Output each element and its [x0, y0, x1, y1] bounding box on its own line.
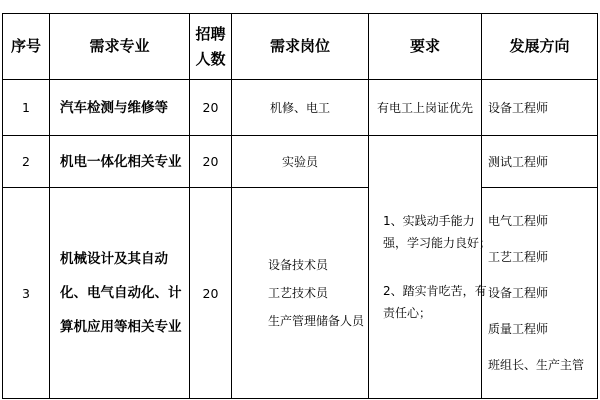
recruitment-table — [2, 13, 598, 399]
direction-item: 质量工程师 — [488, 322, 549, 336]
direction-item: 电气工程师 — [488, 214, 549, 228]
shared-requirement — [369, 136, 492, 399]
row-direction: 测试工程师 — [482, 136, 598, 188]
row-major: 汽车检测与维修等 — [50, 80, 190, 136]
requirement-line: 强，学习能力良好； — [383, 236, 492, 250]
row-major: 机电一体化相关专业 — [50, 136, 190, 188]
direction-item: 班组长、生产主管 — [488, 358, 585, 372]
table-row — [3, 80, 598, 136]
header-row — [3, 14, 598, 80]
position-item: 生产管理储备人员 — [268, 314, 365, 328]
requirement-line: 责任心； — [383, 306, 432, 320]
header-major: 需求专业 — [50, 14, 190, 80]
direction-item: 设备工程师 — [488, 286, 549, 300]
row-position: 实验员 — [232, 136, 369, 188]
major-line: 算机应用等相关专业 — [60, 319, 182, 335]
major-line: 化、电气自动化、计 — [60, 285, 182, 301]
requirement-line: 2、踏实肯吃苦，有 — [383, 284, 487, 298]
header-count — [190, 14, 232, 80]
row-position: 机修、电工 — [232, 80, 369, 136]
row-serial: 2 — [3, 136, 50, 188]
table-row — [3, 136, 598, 188]
row-count: 20 — [190, 188, 232, 399]
row-serial: 1 — [3, 80, 50, 136]
row-direction — [482, 188, 598, 399]
requirement-line: 1、实践动手能力 — [383, 214, 475, 228]
row-major — [50, 188, 190, 399]
row-position — [232, 188, 369, 399]
row-count: 20 — [190, 80, 232, 136]
row-direction: 设备工程师 — [482, 80, 598, 136]
requirement-item-2 — [383, 280, 487, 324]
table-row — [3, 188, 598, 399]
requirement-item-1 — [383, 210, 492, 254]
header-position: 需求岗位 — [232, 14, 369, 80]
header-serial: 序号 — [3, 14, 50, 80]
direction-item: 工艺工程师 — [488, 250, 549, 264]
row-requirement: 有电工上岗证优先 — [369, 80, 482, 136]
position-item: 工艺技术员 — [268, 286, 329, 300]
header-count-line1: 招聘 — [195, 24, 226, 43]
major-line: 机械设计及其自动 — [60, 251, 168, 267]
header-direction: 发展方向 — [482, 14, 598, 80]
header-requirement: 要求 — [369, 14, 482, 80]
row-serial: 3 — [3, 188, 50, 399]
position-item: 设备技术员 — [268, 258, 329, 272]
header-count-line2: 人数 — [195, 49, 226, 68]
row-count: 20 — [190, 136, 232, 188]
